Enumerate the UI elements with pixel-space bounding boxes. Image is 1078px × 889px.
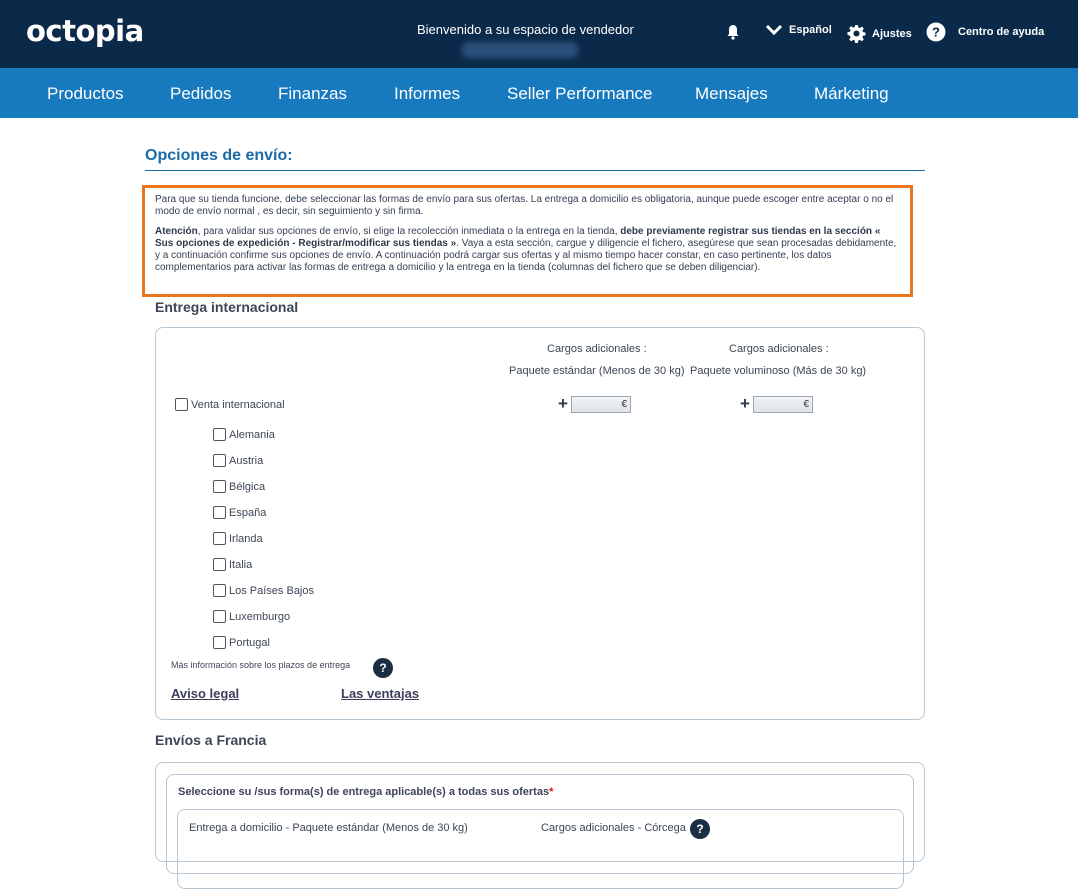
language-selector[interactable]	[765, 24, 832, 36]
required-mark: *	[549, 786, 554, 798]
checkbox-icon[interactable]	[213, 558, 226, 571]
col1-label: Cargos adicionales :	[547, 343, 647, 355]
col2-label: Cargos adicionales :	[729, 343, 829, 355]
main-nav	[0, 68, 1078, 118]
france-select-label	[178, 786, 553, 798]
checkbox-icon[interactable]	[213, 532, 226, 545]
col1-sub: Paquete estándar (Menos de 30 kg)	[509, 365, 685, 377]
standard-fee-input[interactable]: €	[571, 396, 631, 413]
bell-icon	[726, 24, 740, 40]
title-divider	[145, 170, 925, 171]
international-panel	[155, 327, 925, 720]
checkbox-icon[interactable]	[175, 398, 188, 411]
checkbox-icon[interactable]	[213, 610, 226, 623]
plus-icon: +	[740, 394, 750, 413]
help-center-label: Centro de ayuda	[958, 26, 1045, 38]
france-panel	[155, 762, 925, 862]
bulky-fee-input[interactable]: €	[753, 396, 813, 413]
international-sale-label: Venta internacional	[191, 398, 285, 411]
country-label: Austria	[229, 454, 264, 467]
home-delivery-label: Entrega a domicilio - Paquete estándar (Menos de 30 kg)	[189, 822, 468, 834]
help-icon[interactable]: ?	[690, 819, 710, 839]
country-label: Bélgica	[229, 480, 266, 493]
country-label: Alemania	[229, 428, 275, 441]
country-label: Los Países Bajos	[229, 584, 314, 597]
country-checkbox-paises-bajos[interactable]	[213, 584, 314, 597]
page-title: Opciones de envío:	[145, 147, 293, 164]
france-inner-panel	[166, 774, 914, 874]
settings-button[interactable]	[847, 24, 912, 43]
country-label: España	[229, 506, 267, 519]
notice-paragraph-2	[155, 226, 900, 274]
svg-text:?: ?	[932, 24, 940, 40]
legal-notice-link[interactable]: Aviso legal	[171, 686, 240, 701]
advantages-link[interactable]: Las ventajas	[341, 686, 420, 701]
chevron-down-icon	[765, 24, 783, 36]
checkbox-icon[interactable]	[213, 454, 226, 467]
notifications-button[interactable]	[726, 24, 746, 40]
checkbox-icon[interactable]	[213, 480, 226, 493]
checkbox-icon[interactable]	[213, 428, 226, 441]
country-checkbox-italia[interactable]	[213, 558, 252, 571]
checkbox-icon[interactable]	[213, 506, 226, 519]
country-checkbox-austria[interactable]	[213, 454, 263, 467]
nav-item-informes[interactable]: Informes	[394, 84, 461, 103]
nav-item-productos[interactable]: Productos	[47, 84, 124, 103]
top-bar	[0, 0, 1078, 68]
country-label: Portugal	[229, 636, 270, 649]
corsica-fee-label: Cargos adicionales - Córcega	[541, 822, 686, 834]
nav-item-mensajes[interactable]: Mensajes	[695, 84, 768, 103]
international-sale-checkbox[interactable]	[175, 398, 285, 411]
country-checkbox-portugal[interactable]	[213, 636, 270, 649]
country-label: Italia	[229, 558, 253, 571]
plus-icon: +	[558, 394, 568, 413]
notice-attention: Atención	[155, 226, 198, 237]
notice-paragraph-1: Para que su tienda funcione, debe seleccionar las formas de envío para sus ofertas. La entrega a domicilio es obligatoria, aunque puede escoger entre aceptar o no el modo de envío normal , es decir, sin seguimiento y sin firma.	[155, 194, 894, 217]
notice-text-2: . Vaya a esta sección, cargue y diligencie el fichero, asegúrese que sean procesadas debidamente, y a continuación confirme sus opciones de envío. A continuación podrá cargar sus ofertas y al mismo tiempo hacer constar, en caso pertinente, los datos complementarios para activar las formas de entrega a domicilio y la entrega en la tienda (columnas del fichero que se deben diligenciar).	[155, 238, 897, 273]
nav-item-marketing[interactable]: Márketing	[814, 84, 889, 103]
col2-sub: Paquete voluminoso (Más de 30 kg)	[690, 365, 867, 377]
france-select-text: Seleccione su /sus forma(s) de entrega aplicable(s) a todas sus ofertas	[178, 786, 550, 798]
country-checkbox-alemania[interactable]	[213, 428, 275, 441]
nav-item-pedidos[interactable]: Pedidos	[170, 84, 232, 103]
home-delivery-panel	[177, 809, 904, 889]
shipping-notice	[142, 185, 913, 297]
settings-label: Ajustes	[872, 27, 912, 40]
seller-name-blurred	[462, 42, 578, 58]
notice-register-stores: debe previamente registrar sus tiendas en la sección « Sus opciones de expedición - Registrar/modificar sus tiendas »	[155, 226, 881, 249]
country-checkbox-espana[interactable]	[213, 506, 266, 519]
international-title: Entrega internacional	[155, 299, 299, 315]
country-label: Irlanda	[229, 532, 263, 545]
nav-item-finanzas[interactable]: Finanzas	[278, 84, 347, 103]
checkbox-icon[interactable]	[213, 584, 226, 597]
help-center-button[interactable]	[926, 22, 1044, 42]
country-checkbox-irlanda[interactable]	[213, 532, 263, 545]
country-label: Luxemburgo	[229, 610, 291, 623]
nav-item-seller-performance[interactable]: Seller Performance	[507, 84, 653, 103]
country-checkbox-belgica[interactable]	[213, 480, 265, 493]
checkbox-icon[interactable]	[213, 636, 226, 649]
france-title: Envíos a Francia	[155, 732, 267, 748]
question-icon	[926, 22, 946, 42]
language-label: Español	[789, 24, 832, 36]
notice-text-1: , para validar sus opciones de envío, si elige la recolección inmediata o la entrega en la tienda,	[197, 226, 621, 237]
gear-icon	[847, 24, 866, 43]
help-icon[interactable]: ?	[373, 658, 393, 678]
delivery-times-info: Más información sobre los plazos de entrega	[171, 660, 351, 670]
octopia-logo[interactable]: octopia	[26, 14, 144, 48]
country-checkbox-luxemburgo[interactable]	[213, 610, 290, 623]
welcome-text: Bienvenido a su espacio de vendedor	[417, 22, 634, 37]
